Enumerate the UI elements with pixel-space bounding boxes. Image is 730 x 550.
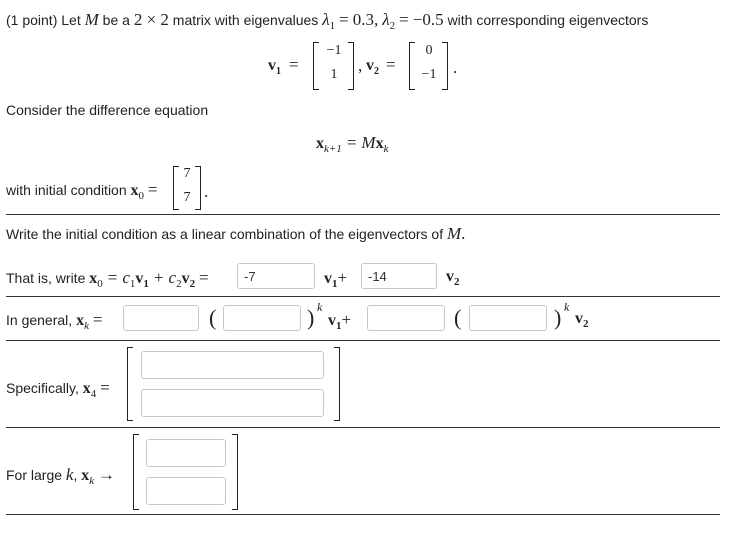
specific-prompt: Specifically, $x_4$ =	[6, 378, 110, 400]
general-coef2-input[interactable]	[367, 305, 445, 331]
general-exponent-1: k	[317, 300, 323, 314]
difference-equation: $x_{k+1} = Mx_k$	[316, 133, 389, 155]
x0-entry-2: 7	[183, 190, 191, 205]
eigenvector-period: .	[453, 58, 458, 77]
general-prompt: In general, $x_k$ =	[6, 310, 103, 332]
eigenvector-comma: ,	[358, 56, 363, 75]
lambda2-symbol: λ	[382, 10, 390, 29]
v2-label: $v_2$	[366, 57, 379, 78]
x4-bracket-left	[127, 347, 133, 421]
divider-2	[6, 296, 720, 297]
v1-bracket-left	[313, 42, 319, 90]
v1-label: $v_1$	[268, 57, 281, 78]
v2-bracket-right	[442, 42, 448, 90]
general-open-paren-1: (	[209, 305, 217, 330]
intro-be-a: be a	[102, 12, 130, 28]
intro-suffix: with corresponding eigenvectors	[447, 12, 649, 28]
initial-condition: with initial condition $x_0$ =	[6, 180, 158, 202]
combination-v1: $v_1+$	[324, 268, 348, 290]
difference-equation-text: Consider the difference equation	[6, 102, 209, 118]
v1-entry-1: −1	[326, 43, 342, 58]
lambda1-value: = 0.3,	[338, 10, 379, 29]
limit-bracket-right	[232, 434, 238, 510]
general-v1: $v_1+$	[328, 310, 352, 332]
x4-entry-1-input[interactable]	[141, 351, 324, 379]
limit-entry-1-input[interactable]	[146, 439, 226, 467]
general-base1-input[interactable]	[223, 305, 301, 331]
v2-equals: =	[386, 55, 396, 74]
c1-input[interactable]	[237, 263, 315, 289]
general-close-paren-2: )	[554, 305, 562, 330]
general-v2: $v_2$	[575, 310, 589, 330]
intro-prefix: (1 point) Let	[6, 12, 81, 28]
general-open-paren-2: (	[454, 305, 462, 330]
divider-3	[6, 340, 720, 341]
x0-entry-1: 7	[183, 166, 191, 181]
divider-4	[6, 427, 720, 428]
limit-entry-2-input[interactable]	[146, 477, 226, 505]
c2-input[interactable]	[361, 263, 437, 289]
combination-prompt: That is, write $x_0 = c_1v_1 + c_2v_2$ =	[6, 268, 209, 290]
divider-1	[6, 214, 720, 215]
v2-entry-1: 0	[425, 43, 433, 58]
v1-entry-2: 1	[330, 67, 338, 82]
divider-5	[6, 514, 720, 515]
x0-bracket-right	[195, 166, 201, 210]
lambda1-subscript: 1	[329, 19, 336, 32]
lambda1-symbol: λ	[322, 10, 330, 29]
intro-line	[6, 10, 648, 32]
initial-condition-text: with initial condition	[6, 182, 127, 198]
limit-bracket-left	[133, 434, 139, 510]
general-base2-input[interactable]	[469, 305, 547, 331]
v1-equals: =	[289, 55, 299, 74]
combination-v2: $v_2$	[446, 268, 460, 288]
large-k-prompt: For large k, $x_k$ →	[6, 465, 116, 487]
x4-entry-2-input[interactable]	[141, 389, 324, 417]
lambda2-value: = −0.5	[398, 10, 444, 29]
question-linear-combination: Write the initial condition as a linear combination of the eigenvectors of M.	[6, 224, 466, 243]
matrix-dims: 2 × 2	[133, 10, 169, 29]
lambda2-subscript: 2	[389, 19, 396, 32]
general-exponent-2: k	[564, 300, 570, 314]
v2-entry-2: −1	[421, 67, 437, 82]
general-coef1-input[interactable]	[123, 305, 199, 331]
x4-bracket-right	[334, 347, 340, 421]
general-close-paren-1: )	[307, 305, 315, 330]
matrix-symbol: M	[84, 10, 99, 29]
x0-period: .	[204, 182, 209, 201]
v2-bracket-left	[409, 42, 415, 90]
intro-matrix-with: matrix with eigenvalues	[172, 12, 319, 28]
v1-bracket-right	[348, 42, 354, 90]
